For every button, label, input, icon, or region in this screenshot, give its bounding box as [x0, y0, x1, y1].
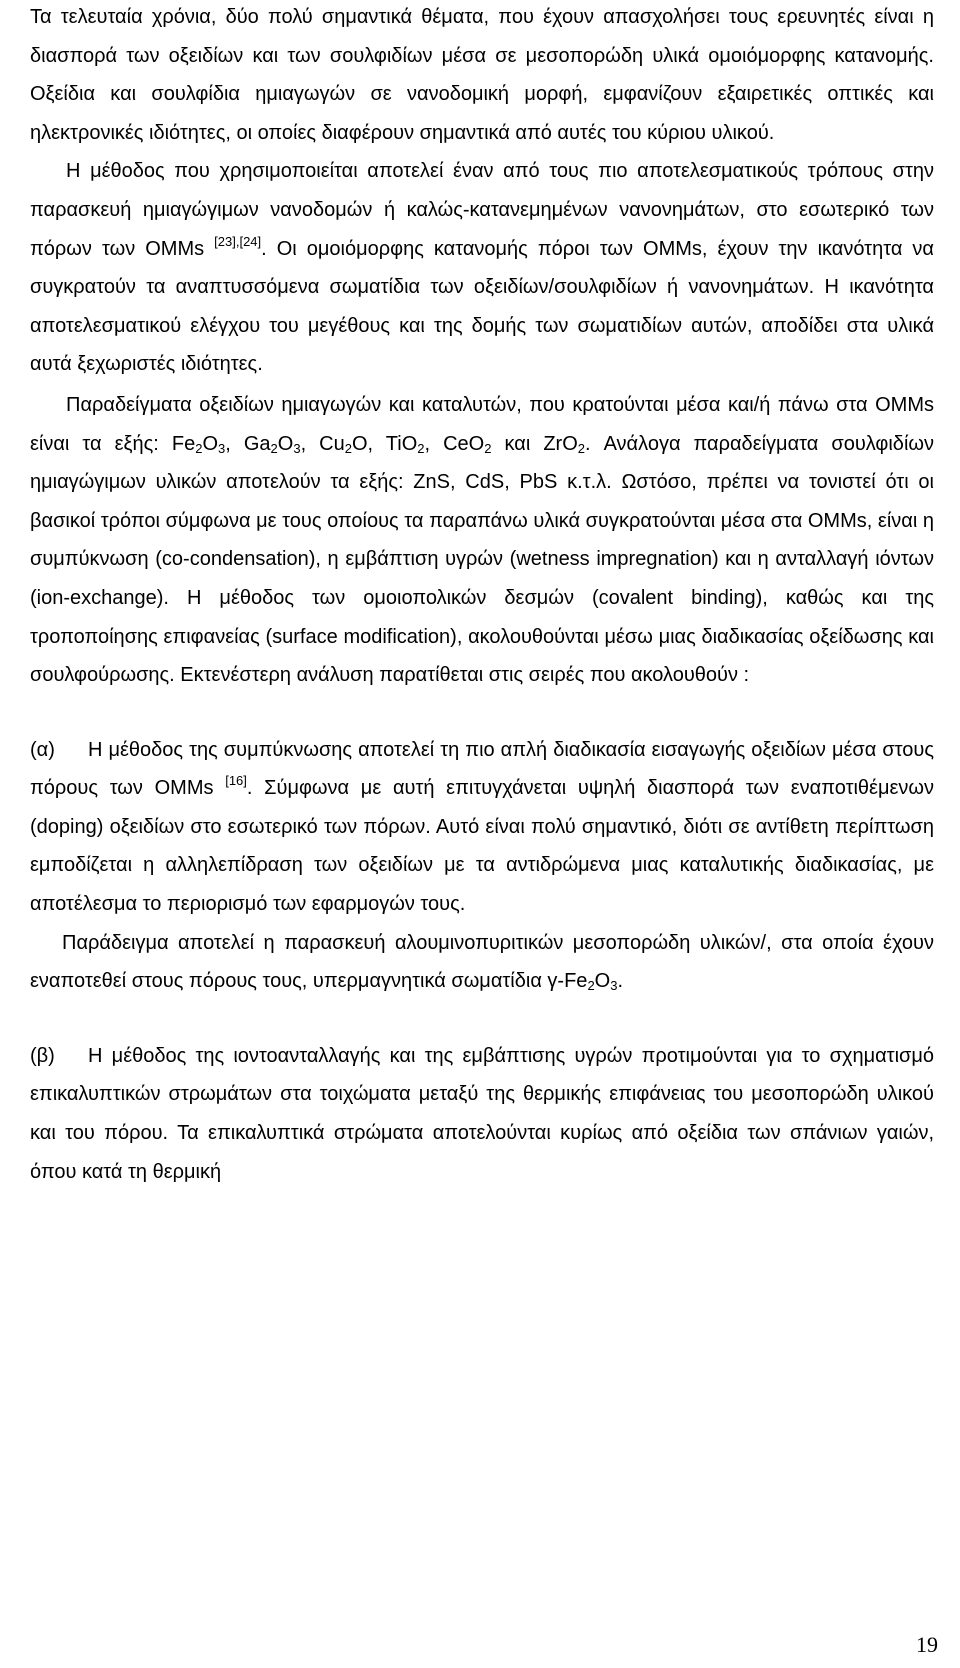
paragraph-method — [30, 152, 934, 384]
list-item-b-text: Η μέθοδος της ιοντοανταλλαγής και της εμβάπτισης υγρών προτιμούνται για το σχηματισμό επικαλυπτικών στρωμάτων στα τοιχώματα μεταξύ της θερμικής επιφάνειας του μεσοπορώδη υλικού και του πόρου. Τα επικαλυπτικά στρώματα αποτελούνται κυρίως από οξείδια των σπάνιων γαιών, όπου κατά τη θερμική — [30, 1044, 934, 1183]
list-label-b: (β) — [30, 1044, 55, 1067]
paragraph-intro — [30, 0, 934, 152]
list-item-a-text-b: . Σύμφωνα με αυτή επιτυγχάνεται υψηλή διασπορά των εναποτιθέμενων (doping) οξειδίων στο εσωτερικό των πόρων. Αυτό είναι πολύ σημαντικό, διότι σε αντίθετη περίπτωση εμποδίζεται η αλληλεπίδραση των οξειδίων με τα αντιδρώμενα μιας καταλυτικής διαδικασίας, με αποτέλεσμα το περιορισμό των εφαρμογών τους. — [30, 777, 935, 916]
paragraph-method-text-b: . Οι ομοιόμορφης κατανομής πόροι των OMMs, έχουν την ικανότητα να συγκρατούν τα αναπτυσσόμενα σωματίδια των οξειδίων/σουλφιδίων ή νανονημάτων. Η ικανότητα αποτελεσματικού ελέγχου του μεγέθους και της δομής των σωματιδίων αυτών, αποδίδει στα υλικά αυτά ξεχωριστές ιδιότητες. — [30, 237, 934, 376]
period: . — [617, 970, 624, 993]
formula-zro2: ZrO$_2$ — [543, 432, 585, 456]
oxygen-symbol: O — [594, 970, 611, 993]
paragraph-examples-text-b: . Ανάλογα παραδείγματα σουλφιδίων ημιαγώγιμων υλικών αποτελούν τα εξής: ZnS, CdS, PbS κ.τ.λ. Ωστόσο, πρέπει να τονιστεί ότι οι βασικοί τρόποι σύμφωνα με τους οποίους τα παραπάνω υλικά συγκρατούνται μέσα στα OMMs, είναι η συμπύκνωση (co-condensation), η εμβάπτιση υγρών (wetness impregnation) και η ανταλλαγή ιόντων (ion-exchange). Η μέθοδος των ομοιοπολικών δεσμών (covalent binding), καθώς και της τροποποίησης επιφανείας (surface modification), ακολουθούνται μέσω μιας διαδικασίας οξείδωσης και σουλφούρωσης. Εκτενέστερη ανάλυση παρατίθεται στις σειρές που ακολουθούν : — [30, 432, 935, 687]
subscript-2: 2 — [587, 978, 595, 994]
paragraph-method-text-a: Η μέθοδος που χρησιμοποιείται αποτελεί έναν από τους πιο αποτελεσματικούς τρόπους στην παρασκευή ημιαγώγιμων νανοδομών ή καλώς-κατανεμημένων νανονημάτων, στο εσωτερικό των πόρων των OMMs — [30, 160, 934, 260]
page-number: 19 — [916, 1632, 938, 1657]
spacer — [30, 1001, 934, 1037]
list-item-b — [30, 1037, 934, 1191]
subscript-3: 3 — [610, 978, 618, 994]
paragraph-examples: Παραδείγματα οξειδίων ημιαγωγών και καταλυτών, που κρατούνται μέσα και/ή πάνω στα OMMs είναι τα εξής: $Fe_2O_3$, $Ga_2O_3$, $Cu_2O$, TiO$_2$, CeO$_2$ και ZrO$_2$. Ανάλογα παραδείγματα σουλφιδίων ημιαγώγιμων υλικών αποτελούν τα εξής: ZnS, CdS, PbS κ.τ.λ. Ωστόσο, πρέπει να τονιστεί ότι οι βασικοί τρόποι σύμφωνα με τους οποίους τα παραπάνω υλικά συγκρατούνται μέσα στα OMMs, είναι η συμπύκνωση (co-condensation), η εμβάπτιση υγρών (wetness impregnation) και η ανταλλαγή ιόντων (ion-exchange). Η μέθοδος των ομοιοπολικών δεσμών (covalent binding), καθώς και της τροποποίησης επιφανείας (surface modification), ακολουθούνται μέσω μιας διαδικασίας οξείδωσης και σουλφούρωσης. Εκτενέστερη ανάλυση παρατίθεται στις σειρές που ακολουθούν : — [30, 393, 935, 687]
list-item-a-text-a: Η μέθοδος της συμπύκνωσης αποτελεί τη πιο απλή διαδικασία εισαγωγής οξειδίων μέσα στους πόρους των OMMs — [30, 738, 934, 800]
paragraph-examples-text-a: Παραδείγματα οξειδίων ημιαγωγών και καταλυτών, που κρατούνται μέσα και/ή πάνω στα OMMs είναι τα εξής: — [30, 393, 934, 455]
formula-ga2o3: $Ga_2O_3$ — [243, 432, 301, 456]
formula-tio2: TiO$_2$ — [385, 432, 425, 456]
list-label-a: (α) — [30, 738, 55, 761]
paragraph-example-alumino — [30, 924, 934, 1001]
formula-cu2o: $Cu_2O$ — [319, 432, 368, 456]
paragraph-intro-text: Τα τελευταία χρόνια, δύο πολύ σημαντικά θέματα, που έχουν απασχολήσει τους ερευνητές είναι η διασπορά των οξειδίων και των σουλφιδίων μέσα σε μεσοπορώδη υλικά ομοιόμορφης κατανομής. Οξείδια και σουλφίδια ημιαγωγών σε νανοδομική μορφή, εμφανίζουν εξαιρετικές οπτικές και ηλεκτρονικές ιδιότητες, οι οποίες διαφέρουν σημαντικά από αυτές του κύριου υλικού. — [30, 6, 934, 144]
spacer — [30, 695, 934, 731]
citation-23-24: [23],[24] — [214, 233, 262, 249]
paragraph-example-text: Παράδειγμα αποτελεί η παρασκευή αλουμινοπυριτικών μεσοπορώδη υλικών/, στα οποία έχουν εναποτεθεί στους πόρους τους, υπερμαγνητικά σωματίδια γ-Fe — [30, 931, 934, 993]
formula-ceo2: CeO$_2$ — [443, 432, 492, 456]
formula-fe2o3: $Fe_2O_3$ — [171, 432, 226, 456]
list-item-a — [30, 731, 934, 924]
citation-16: [16] — [225, 773, 247, 789]
